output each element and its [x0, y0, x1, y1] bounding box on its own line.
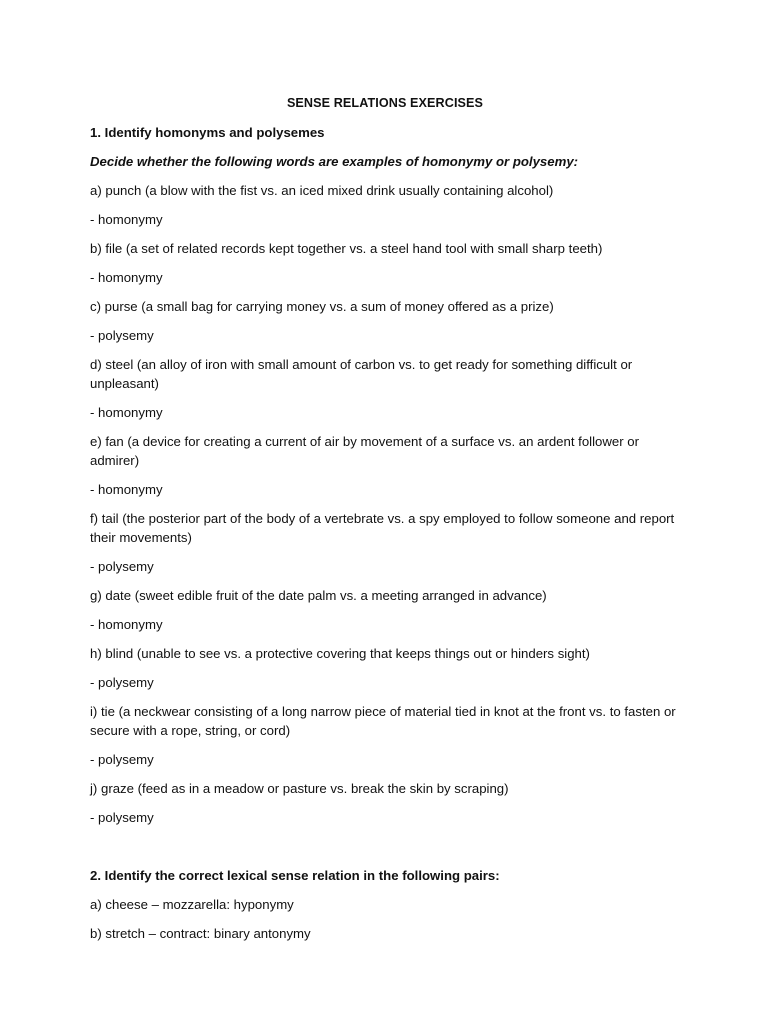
section-1-heading: 1. Identify homonyms and polysemes	[90, 125, 325, 140]
question-g: g) date (sweet edible fruit of the date palm vs. a meeting arranged in advance)	[90, 588, 547, 603]
answer-f: - polysemy	[90, 559, 154, 574]
section-1-instruction: Decide whether the following words are examples of homonymy or polysemy:	[90, 154, 579, 169]
answer-a: - homonymy	[90, 212, 163, 227]
question-e: e) fan (a device for creating a current of air by movement of a surface vs. an ardent follower or admirer)	[90, 434, 640, 468]
answer-j: - polysemy	[90, 810, 154, 825]
answer-d: - homonymy	[90, 405, 163, 420]
pair-b: b) stretch – contract: binary antonymy	[90, 926, 311, 941]
question-j: j) graze (feed as in a meadow or pasture vs. break the skin by scraping)	[90, 781, 509, 796]
question-c: c) purse (a small bag for carrying money vs. a sum of money offered as a prize)	[90, 299, 554, 314]
question-a: a) punch (a blow with the fist vs. an iced mixed drink usually containing alcohol)	[90, 183, 554, 198]
section-spacer	[90, 837, 680, 866]
section-2-heading: 2. Identify the correct lexical sense relation in the following pairs:	[90, 868, 500, 883]
answer-e: - homonymy	[90, 482, 163, 497]
question-i: i) tie (a neckwear consisting of a long narrow piece of material tied in knot at the front vs. to fasten or secure with a rope, string, or cord)	[90, 704, 676, 738]
answer-g: - homonymy	[90, 617, 163, 632]
question-h: h) blind (unable to see vs. a protective covering that keeps things out or hinders sight)	[90, 646, 590, 661]
answer-i: - polysemy	[90, 752, 154, 767]
question-d: d) steel (an alloy of iron with small amount of carbon vs. to get ready for something difficult or unpleasant)	[90, 357, 633, 391]
answer-h: - polysemy	[90, 675, 154, 690]
answer-b: - homonymy	[90, 270, 163, 285]
document-title: SENSE RELATIONS EXERCISES	[286, 96, 484, 110]
pair-a: a) cheese – mozzarella: hyponymy	[90, 897, 294, 912]
answer-c: - polysemy	[90, 328, 154, 343]
document-content	[90, 94, 680, 953]
question-b: b) file (a set of related records kept together vs. a steel hand tool with small sharp teeth)	[90, 241, 603, 256]
question-f: f) tail (the posterior part of the body of a vertebrate vs. a spy employed to follow someone and report their movements)	[90, 511, 675, 545]
